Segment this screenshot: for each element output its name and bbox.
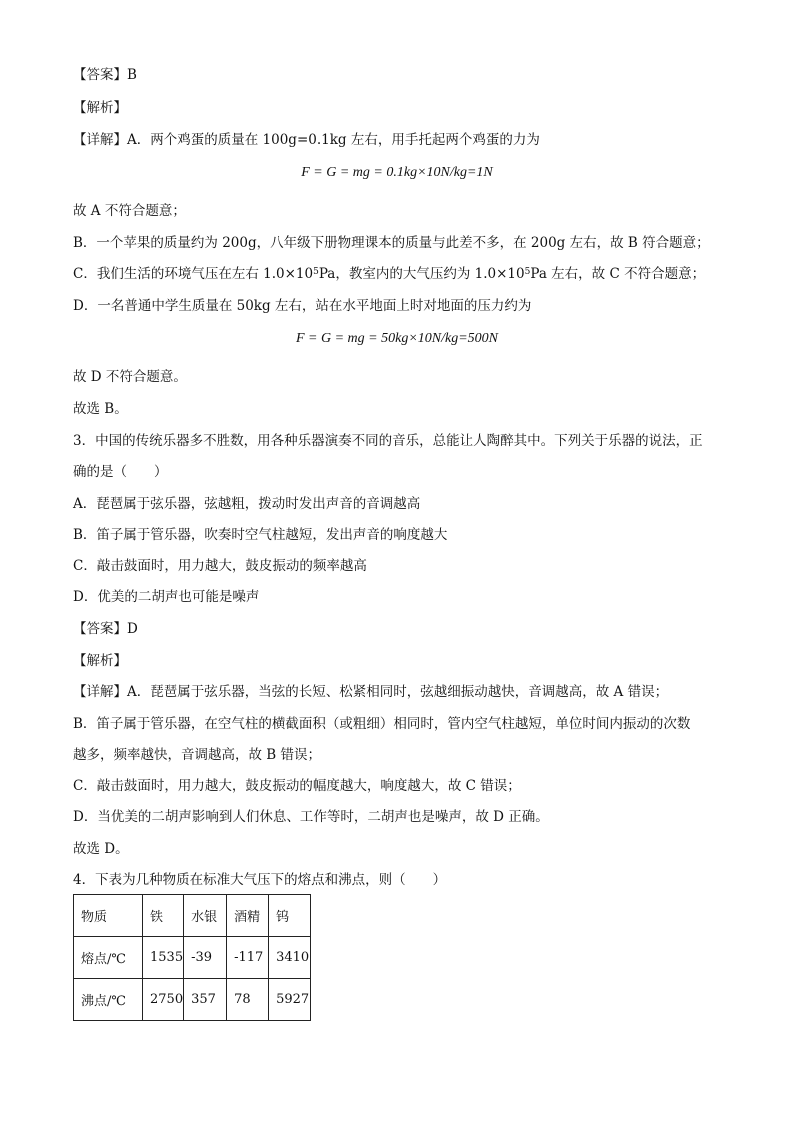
formula-egg-force: F = G = mg = 0.1kg×10N/kg=1N: [301, 165, 493, 180]
detail-q3-b-cont: 越多，频率越快，音调越高，故 B 错误；: [73, 747, 322, 763]
answer-label-q3: 【答案】D: [73, 621, 138, 637]
detail-q2-a-conclusion: 故 A 不符合题意；: [73, 203, 186, 219]
choice-q3: 故选 D。: [73, 841, 129, 857]
question-4-stem: 4．下表为几种物质在标准大气压下的熔点和沸点，则（ ）: [73, 872, 447, 888]
question-3-stem-cont: 确的是（ ）: [73, 464, 168, 480]
table-row: [74, 979, 311, 1021]
table-cell: 1535: [143, 937, 184, 979]
detail-q2-b: B．一个苹果的质量约为 200g，八年级下册物理课本的质量与此差不多，在 200g 左右，故 B 符合题意；: [73, 235, 710, 251]
option-3a: A．琵琶属于弦乐器，弦越粗，拨动时发出声音的音调越高: [73, 496, 421, 512]
table-cell: -39: [184, 937, 227, 979]
table-row: [74, 937, 311, 979]
option-3b: B．笛子属于管乐器，吹奏时空气柱越短，发出声音的响度越大: [73, 527, 448, 543]
table-cell: 铁: [143, 895, 184, 937]
detail-q2-c: [73, 265, 734, 283]
melting-boiling-table: [73, 894, 311, 1021]
detail-q2-d: D．一名普通中学生质量在 50kg 左右，站在水平地面上时对地面的压力约为: [73, 298, 532, 314]
table-cell: 酒精: [227, 895, 269, 937]
detail-q2-d-conclusion: 故 D 不符合题意。: [73, 369, 187, 385]
analysis-label-q2: 【解析】: [73, 100, 127, 116]
formula-student-force: F = G = mg = 50kg×10N/kg=500N: [295, 331, 498, 346]
detail-q2-c-part2: Pa，教室内的大气压约为 1.0×10: [318, 266, 525, 282]
table-cell: 78: [227, 979, 269, 1021]
analysis-label-q3: 【解析】: [73, 653, 127, 669]
exponent: 5: [313, 267, 319, 277]
detail-q3-a: 【详解】A．琵琶属于弦乐器，当弦的长短、松紧相同时，弦越细振动越快，音调越高，故 A 错误；: [73, 684, 669, 700]
answer-label-q2: 【答案】B: [73, 67, 137, 83]
table-cell: 2750: [143, 979, 184, 1021]
table-cell: -117: [227, 937, 269, 979]
option-3c: C．敲击鼓面时，用力越大，鼓皮振动的频率越高: [73, 558, 367, 574]
detail-q2-c-part3: Pa 左右，故 C 不符合题意；: [530, 266, 706, 282]
detail-q2-a: 【详解】A．两个鸡蛋的质量在 100g=0.1kg 左右，用手托起两个鸡蛋的力为: [73, 132, 540, 148]
question-3-stem: 3．中国的传统乐器多不胜数，用各种乐器演奏不同的音乐，总能让人陶醉其中。下列关于乐器的说法，正: [73, 433, 703, 449]
table-cell: 5927: [269, 979, 311, 1021]
table-cell: 3410: [269, 937, 311, 979]
table-cell: 熔点/℃: [74, 937, 143, 979]
exponent: 5: [524, 267, 531, 277]
option-3d: D．优美的二胡声也可能是噪声: [73, 589, 260, 605]
table-cell: 水银: [184, 895, 227, 937]
detail-q2-c-part1: C．我们生活的环境气压在左右 1.0×10: [73, 266, 314, 282]
table-cell: 沸点/℃: [74, 979, 143, 1021]
choice-q2: 故选 B。: [73, 401, 128, 417]
table-cell: 物质: [74, 895, 143, 937]
detail-q3-d: D．当优美的二胡声影响到人们休息、工作等时，二胡声也是噪声，故 D 正确。: [73, 809, 549, 825]
detail-q3-c: C．敲击鼓面时，用力越大，鼓皮振动的幅度越大，响度越大，故 C 错误；: [73, 778, 521, 794]
table-cell: 357: [184, 979, 227, 1021]
detail-q3-b: B．笛子属于管乐器，在空气柱的横截面积（或粗细）相同时，管内空气柱越短，单位时间内振动的次数: [73, 716, 691, 732]
table-cell: 钨: [269, 895, 311, 937]
table-header-row: [74, 895, 311, 937]
